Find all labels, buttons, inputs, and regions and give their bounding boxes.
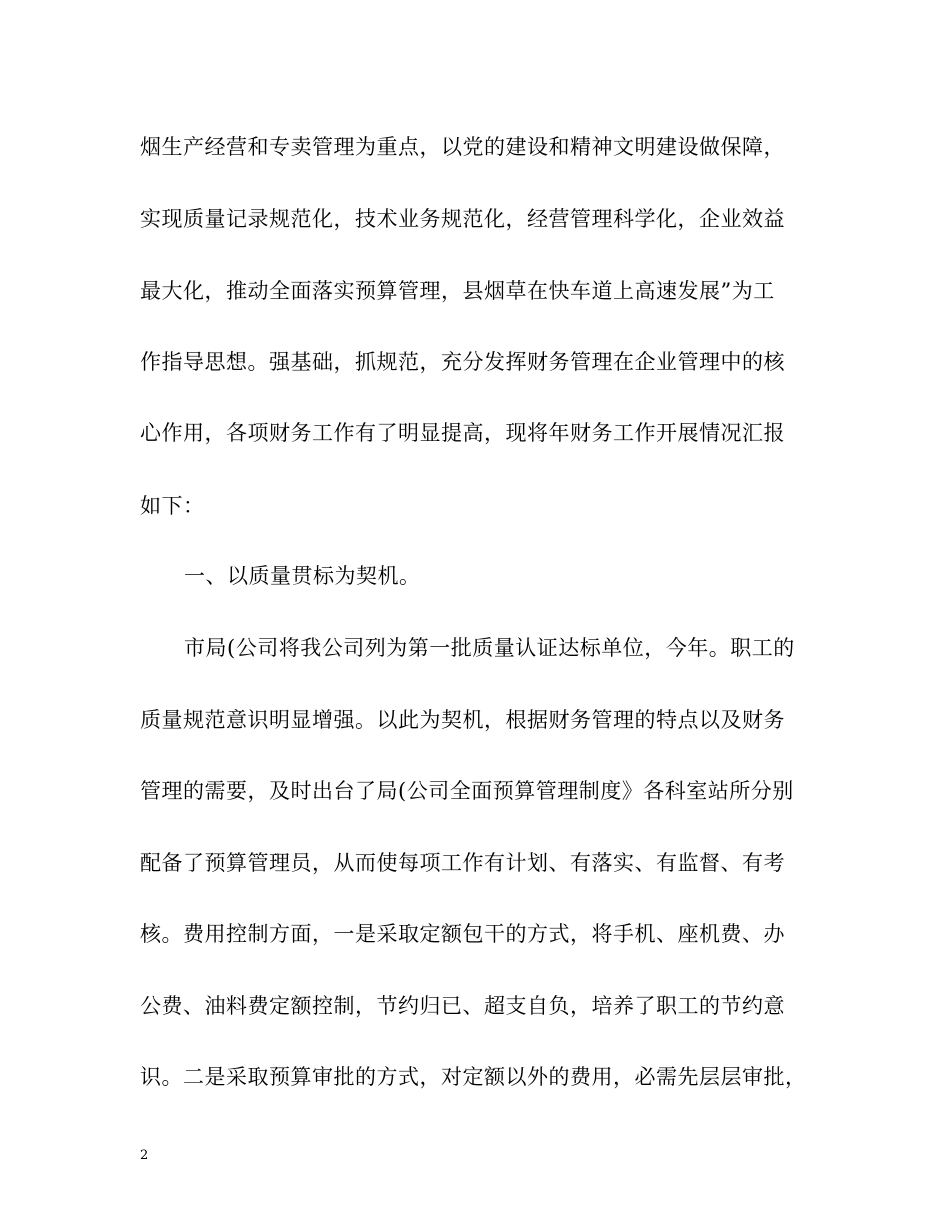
page-number: 2 xyxy=(140,1148,149,1163)
paragraph-start-line: 市局(公司将我公司列为第一批质量认证达标单位，今年。职工的 xyxy=(184,636,795,660)
text-line: 核。费用控制方面，一是采取定额包干的方式，将手机、座机费、办 xyxy=(140,922,785,946)
text-line: 识。二是采取预算审批的方式，对定额以外的费用，必需先层层审批， xyxy=(140,1065,807,1089)
text-line: 烟生产经营和专卖管理为重点，以党的建设和精神文明建设做保障， xyxy=(140,135,785,159)
text-line: 如下： xyxy=(140,494,205,518)
text-line: 质量规范意识明显增强。以此为契机，根据财务管理的特点以及财务 xyxy=(140,708,785,732)
text-line: 最大化，推动全面落实预算管理，县烟草在快车道上高速发展”为工 xyxy=(140,279,775,303)
section-heading: 一、以质量贯标为契机。 xyxy=(184,564,421,588)
text-line: 配备了预算管理员，从而使每项工作有计划、有落实、有监督、有考 xyxy=(140,851,785,875)
text-line: 管理的需要，及时出台了局(公司全面预算管理制度》各科室站所分别 xyxy=(140,779,794,803)
text-line: 作指导思想。强基础，抓规范，充分发挥财务管理在企业管理中的核 xyxy=(140,350,785,374)
text-line: 心作用，各项财务工作有了明显提高，现将年财务工作开展情况汇报 xyxy=(140,421,785,445)
text-line: 公费、油料费定额控制，节约归已、超支自负，培养了职工的节约意 xyxy=(140,994,785,1018)
text-line: 实现质量记录规范化，技术业务规范化，经营管理科学化，企业效益 xyxy=(140,207,785,231)
